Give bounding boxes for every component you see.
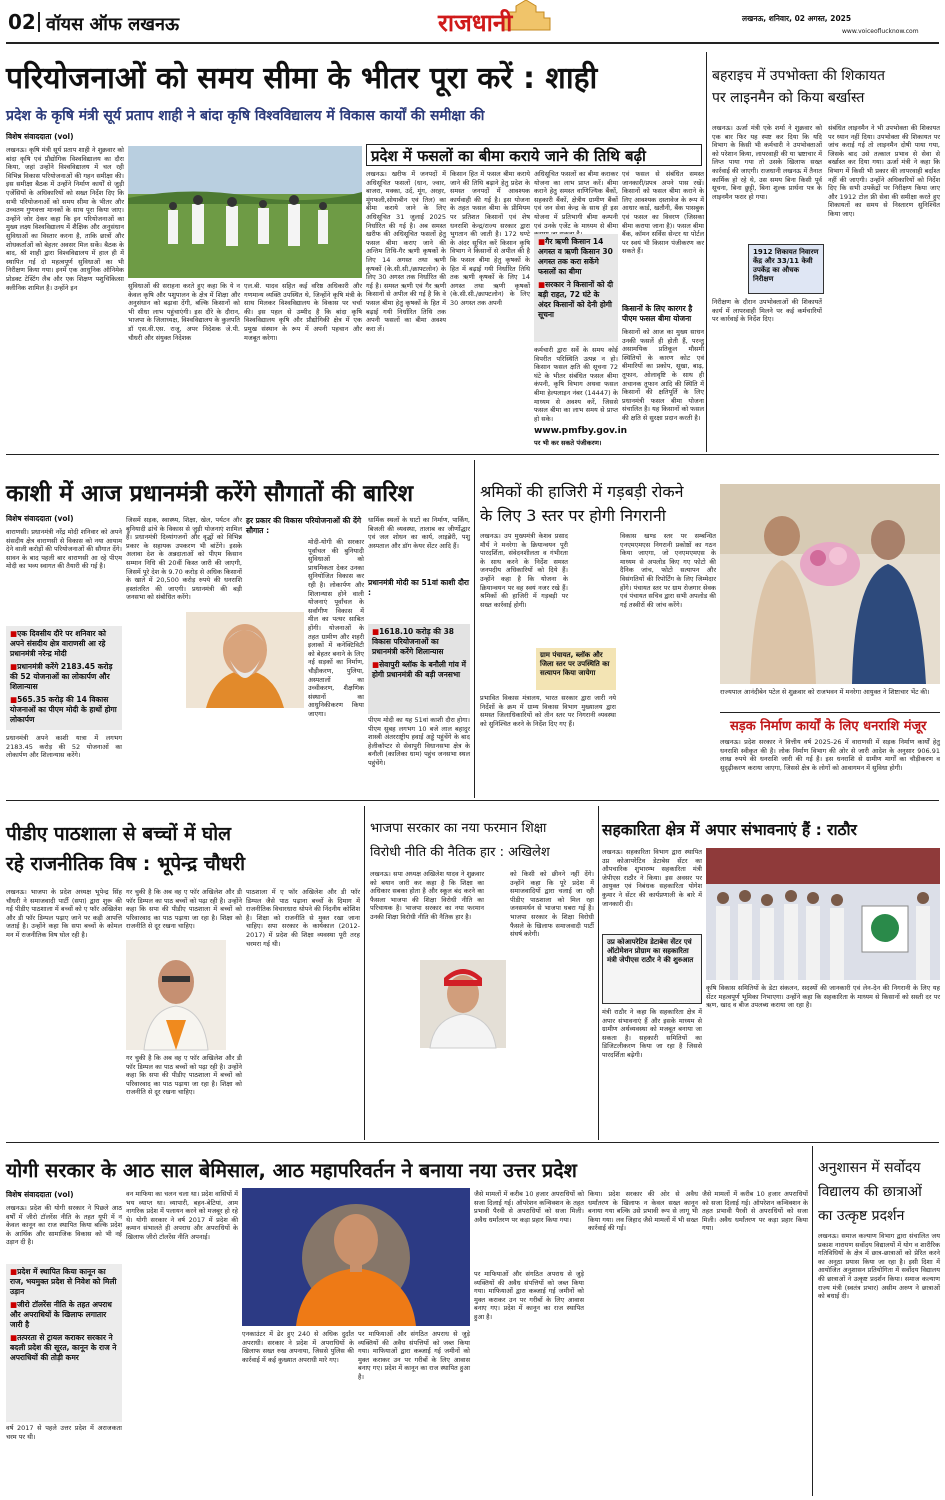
headline-bahraich-1: बहराइच में उपभोक्ता की शिकायत	[712, 68, 885, 84]
road-funds-text: लखनऊ। प्रदेश सरकार ने वित्तीय वर्ष 2025-26 में वाराणसी में सड़क निर्माण कार्यों हेतु धनराशि स्वीकृत की है। लोक निर्माण विभाग की ओर से जारी आदेश के अनुसार 906.91 लाख रुपये की धनराशि जारी की गई है। इस धनराशि से ग्रामीण मार्गों का चौड़ीकरण व सुदृढ़ीकरण कराया जाएगा, जिससे क्षेत्र के लोगों को आवागमन में सुविधा होगी।	[720, 738, 940, 772]
crop-col-4-heading: किसानों के लिए कारगर है पीएम फसल बीमा योजना	[622, 304, 693, 323]
bahraich-highlight-box: 1912 शिकायत निवारण केंद्र और 33/11 केवी उपकेंद्र का औचक निरीक्षण	[748, 244, 824, 294]
yogi-bullet-2: ■ जीरो टॉलरेंस नीति के तहत अपराध और अपराधियों के खिलाफ लगातार जारी है	[10, 1300, 118, 1330]
headline-road-funds: सड़क निर्माण कार्यों के लिए धनराशि मंजूर	[730, 719, 927, 734]
governor-meeting-caption: राज्यपाल आनंदीबेन पटेल से शुक्रवार को राजभवन में मनरेगा आयुक्त ने शिष्टाचार भेंट की।	[720, 688, 940, 696]
shahi-col-1: लखनऊ। कृषि मंत्री सूर्य प्रताप शाही ने शुक्रवार को बांदा कृषि एवं प्रौद्योगिक विश्वविद्यालय का दौरा किया, जहां उन्होंने विश्वविद्यालय में चल रही विभिन्न विकास परियोजनाओं की गहन समीक्षा की। इस समीक्षा बैठक में उन्होंने निर्माण कार्यों से जुड़ी एजेंसियों के अधिकारियों को सख्त निर्देश दिए कि सभी परियोजनाओं को समय सीमा के भीतर और उच्चतम गुणवत्ता मानकों के साथ पूरा किया जाए। उन्होंने जोर देकर कहा कि इन परियोजनाओं का मुख्य लक्ष्य विश्वविद्यालय में शैक्षिक और अनुसंधान सुविधाओं का विस्तार करना है, ताकि छात्रों और शोधकर्ताओं को बेहतर अवसर मिल सकें। बैठक के बाद, श्री शाही द्वारा विश्वविद्यालय में हाल ही में स्थापित गई दो महत्वपूर्ण सुविधाओं का भी निरीक्षण किया गया। इनमें एक आधुनिक ऑनिमेक प्रोडक्ट टेस्टिंग लैब और एक शिक्षण पशुचिकित्सा क्लीनिक शामिल है। उन्होंने इन	[6, 146, 124, 292]
crop-col-3: अधिसूचित फसलों का बीमा कराकर योजना का लाभ प्राप्त करें। बीमा कराने हेतु समस्त वाणिज्यिक बैंकों, सहकारी बैंकों, क्षेत्रीय ग्रामीण बैंकों एवं जन सेवा केन्द्र के साथ ही इस योजना में प्रतिभागी बीमा कम्पनी एवं उनके एजेंट के माध्यम से बीमा	[534, 170, 618, 230]
headline-bahraich-2: पर लाइनमैन को किया बर्खास्त	[712, 90, 865, 106]
yogi-col-3: एनकाउंटर में ढेर हुए 240 से अधिक दुर्दांत अपराधी। सरकार ने प्रदेश में अपराधियों के खिलाफ सख्त रुख अपनाया, जिससे पुलिस की कार्रवाई में कई कुख्यात अपराधी मारे गए।	[242, 1330, 354, 1364]
bahraich-col-1: लखनऊ। ऊर्जा मंत्री एके शर्मा ने शुक्रवार को एक बार फिर यह स्पष्ट कर दिया कि यदि विभाग के किसी भी कर्मचारी ने उपभोक्ताओं को परेशान किया, लापरवाही की या भ्रष्टाचार में लिप्त पाया गया तो उसके खिलाफ सख्त कार्रवाई की जाएगी। राजधानी लखनऊ में तैनात कार्मिक हो रहे थे, उस समय बिना किसी पूर्व सूचना, बिना छुट्टी, बिना शुल्क प्रार्थना पत्र के लाइनमैन फरार हो गया।	[712, 124, 822, 201]
yogi-col-1b: वर्ष 2017 से पहले उत्तर प्रदेश में अराजकता चरम पर थी।	[6, 1424, 122, 1441]
mgnrega-col-2: विकास खण्ड स्तर पर सम्बन्धित एनएमएमएस निगरानी प्रकोष्ठों का गठन किया जाएगा, जो एनएमएमएस के माध्यम से अपलोड किए गए फोटो की दैनिक जांच, फोटो सत्यापन और विसंगतियों की रिपोर्टिंग के लिए जिम्मेदार होंगे। पंचायत स्तर पर ग्राम रोजगार सेवक एवं पंचायत सचिव द्वारा सभी अपलोड की गई तस्वीरों की जांच करेंगे।	[620, 532, 716, 609]
crop-col-2: किसान हित में फसल बीमा कराये जाने की तिथि बढ़ाने हेतु प्रदेश के समस्त जनपदों में आवश्यक कार्यवाही की गई है। इस योजना के तहत फसल बीमा के प्रीमियम पर प्रतिशत किसानों एवं शेष धनराशि केन्द्र/राज्य सरकार द्वारा भुगतान की जाती है। 172 घण्टे के अंदर सूचित करें किसान कृषि विभाग ने किसानों से अपील की है कि फसल बीमा हेतु कृषकों के हित में बढ़ाई गयी निर्धारित तिथि तक ऋणी कृषकों के लिए 14 अगस्त तथा ऋणी कृषकों (के.सी.सी./क्राफ्टलोन) के लिए 30 अगस्त तक अपनी	[450, 170, 530, 307]
pda-col-2: गर चुकी है कि अब वह ए फॉर अखिलेश और डी फॉर डिम्पल का पाठ बच्चों को पढ़ा रही है। उन्होंने कहा कि सपा की पीडीए पाठशाला में बच्चों को परिवारवाद का पाठ पढ़ाया जा रहा है। शिक्षा को राजनीति से दूर रखना चाहिए।	[126, 888, 242, 931]
byline-shahi: विशेष संवाददाता (vol)	[6, 132, 74, 141]
headline-yogi: योगी सरकार के आठ साल बेमिसाल, आठ महापरिवर्तन ने बनाया नया उत्तर प्रदेश	[6, 1159, 577, 1182]
sarvodaya-text: लखनऊ। समाज कल्याण विभाग द्वारा संचालित जय प्रकाश नारायण सर्वोदय विद्यालयों में योग व शारीरिक गतिविधियों के क्षेत्र में छात्र-छात्राओं को प्रेरित करने का अनूठा प्रयास किया जा रहा है। इसी दिशा में आयोजित अनुशासन प्रतियोगिता में सर्वोदय विद्यालय की छात्राओं ने उत्कृष्ट प्रदर्शन किया। समाज कल्याण राज्य मंत्री (स्वतंत्र प्रभार) असीम अरुण ने छात्राओं को बधाई दी।	[818, 1232, 940, 1301]
bhupendra-portrait-photo	[126, 940, 226, 1050]
mgnrega-highlight-box: ग्राम पंचायत, ब्लॉक और जिला स्तर पर उपस्थिति का सत्यापन किया जायेगा	[536, 648, 616, 690]
website: www.voiceoflucknow.com	[842, 28, 919, 35]
kashi-col-3-heading: हर प्रकार की विकास परियोजनाओं की देंगे सौगात :	[246, 516, 362, 535]
shahi-field-photo	[128, 146, 362, 278]
headline-crop-insurance: प्रदेश में फसलों का बीमा कराये जाने की तिथि बढ़ी	[371, 147, 646, 165]
mgnrega-col-1: लखनऊ। उप मुख्यमंत्री केशव प्रसाद मौर्य ने मनरेगा के क्रियान्वयन पूरी पारदर्शिता, संवेदनशीलता व गंभीरता के साथ करने के निर्देश समस्त जनपदीय अधिकारियों को दिये हैं। उन्होंने कहा है कि योजना के क्रियान्वयन पर वह स्वयं नजर रखे हैं। श्रमिकों की हाजिरी में गड़बड़ी पर सख्त कार्रवाई होगी।	[480, 532, 568, 609]
yogi-portrait-photo	[242, 1188, 470, 1326]
headline-pda-2: रहे राजनीतिक विष : भूपेन्द्र चौधरी	[6, 853, 246, 875]
coop-col-2: कृषि विकास समितियों के डेटा संकलन, सदस्यों की जानकारी एवं लेन-देन की निगरानी के लिए यह सेंटर महत्वपूर्ण भूमिका निभाएगा। उन्होंने कहा कि सहकारिता के माध्यम से किसानों को सस्ती दर पर ऋण, खाद व बीज उपलब्ध कराया जा रहा है।	[706, 984, 940, 1010]
mgnrega-col-1b: प्रभावित विकास मंत्रालय, भारत सरकार द्वारा जारी नये निर्देशों के क्रम में ग्राम्य विकास विभाग मुख्यालय द्वारा समस्त जिलाधिकारियों को तीन स्तर पर निगरानी व्यवस्था को सुनिश्चित करने के निर्देश दिए गए हैं।	[480, 694, 616, 728]
crop-col-4: एवं फसल से संबंधित समस्त जानकारी/प्रपत्र अपने पास रखें। किसानों को फसल बीमा कराने के लिए आवश्यक दस्तावेज के रूप में आधार कार्ड, खतौनी, बैंक पासबुक एवं फसल का विवरण (जिसका बीमा कराया जाना है)। फसल बीमा बैंक, कॉमन सर्विस सेन्टर या पोर्टल पर स्वयं भी किसान पंजीकरण कर सकते हैं।	[622, 170, 704, 256]
headline-sarvodaya-3: का उत्कृष्ट प्रदर्शन	[818, 1208, 905, 1224]
kashi-col-1: वाराणसी। प्रधानमंत्री नरेंद्र मोदी शनिवार को अपने संसदीय क्षेत्र वाराणसी से विकास को नया आयाम देने वाली करोड़ों की परियोजनाओं की सौगात देंगे। सावन के बाद पहली बार वाराणसी आ रहे पीएम मोदी का भव्य स्वागत की तैयारी की गई है।	[6, 528, 122, 571]
kashi-col-4b: पीएम मोदी का यह 51वां काशी दौरा होगा। पीएम सुबह लगभग 10 बजे लाल बहादुर शास्त्री अंतरराष्ट्रीय हवाई अड्डे पहुंचेंगे के बाद हेलीकॉप्टर से सेवापुरी विधानसभा क्षेत्र के बनौली (कालिका धाम) पहुंच जनसभा स्थल पहुंचेंगे।	[368, 716, 470, 767]
section-title: वॉयस ऑफ लखनऊ	[46, 14, 180, 35]
subheadline-shahi: प्रदेश के कृषि मंत्री सूर्य प्रताप शाही ने बांदा कृषि विश्वविद्यालय में विकास कार्यों की समीक्षा की	[6, 108, 485, 124]
kashi-bullet-2: ■ प्रधानमंत्री करेंगे 2183.45 करोड़ की 52 योजनाओं का लोकार्पण और शिलान्यास	[10, 662, 118, 692]
headline-mgnrega-2: के लिए 3 स्तर पर होगी निगरानी	[480, 506, 666, 525]
yogi-col-2: वन माफिया का चलन चला था। प्रदेश वासियों में भय व्याप्त था। व्यापारी, बहन-बेटियां, आम नागरिक प्रदेश में पलायन करने को मजबूर हो रहे थे। योगी सरकार ने वर्ष 2017 में प्रदेश की कमान संभालते ही अपराध और अपराधियों के खिलाफ जीरो टॉलरेंस नीति अपनाई।	[126, 1190, 238, 1241]
yogi-bullet-1: ■ प्रदेश में स्थापित किया कानून का राज, भयमुक्त प्रदेश से निवेश को मिली उड़ान	[10, 1267, 118, 1297]
cooperative-launch-photo	[706, 848, 940, 980]
yogi-bullets	[6, 1264, 122, 1422]
kashi-highlight-box	[368, 624, 470, 714]
bahraich-col-2: संबंधित लाइनमैन ने भी उपभोक्ता की शिकायत पर ध्यान नहीं दिया। उपभोक्ता की शिकायत पर जांच कराई गई तो लाइनमैन दोषी पाया गया, जिसके बाद उसे तत्काल प्रभाव से सेवा से बर्खास्त कर दिया गया। ऊर्जा मंत्री ने कहा कि विभाग में किसी भी प्रकार की लापरवाही बर्दाश्त नहीं की जाएगी। उन्होंने अधिकारियों को निर्देश दिए कि सभी उपकेंद्रों पर निरीक्षण किया जाए और 1912 टोल फ्री सेवा की समीक्षा करते हुए शिकायतों का समय से निस्तारण सुनिश्चित किया जाए।	[828, 124, 940, 218]
pda-col-3: पाठशाला में ए फॉर अखिलेश और डी फॉर डिम्पल जैसे पाठ पढ़ाना बच्चों के दिमाग में राजनीतिक विचारधारा थोपने की निंदनीय कोशिश है। शिक्षा को राजनीति से मुक्त रखा जाना चाहिए। सपा सरकार के कार्यकाल (2012-2017) में प्रदेश की शिक्षा व्यवस्था पूरी तरह चरमरा गई थी।	[246, 888, 360, 948]
headline-kashi: काशी में आज प्रधानमंत्री करेंगे सौगातों की बारिश	[6, 481, 414, 507]
kashi-col-3: मोदी-योगी की सरकार पूर्वांचल की बुनियादी सुविधाओं को प्राथमिकता देकर उनका सुनियोजित विकास कर रही है। लोकार्पण और शिलान्यास होने वाली योजनाएं पूर्वांचल के सर्वांगीण विकास में मील का पत्थर साबित होंगी। योजनाओं के तहत ग्रामीण और शहरी इलाकों में कनेक्टिविटी को बेहतर बनाने के लिए नई सड़कों का निर्माण, चौड़ीकरण, पुलिया, अस्पतालों का उच्चीकरण, शैक्षणिक संस्थानों का आधुनिकीकरण किया जाएगा।	[308, 538, 364, 718]
kashi-highlight-1: ■ 1618.10 करोड़ की 38 विकास परियोजनाओं का प्रधानमंत्री करेंगे शिलान्यास	[372, 627, 466, 657]
kashi-col-4-heading: प्रधानमंत्री मोदी का 51वां काशी दौरा :	[368, 578, 469, 597]
kashi-col-4: धार्मिक स्थलों के घाटों का निर्माण, पार्किंग, बिजली की व्यवस्था, तालाब का जीर्णोद्धार एवं जल शोधन का कार्य, लाइब्रेरी, पशु अस्पताल और डॉग केयर सेंटर आदि हैं।	[368, 516, 470, 550]
crop-col-3b: कर्मचारी द्वारा सर्वे के समय कोई विपरीत परिस्थिति उत्पन्न न हो। किसान फसल क्षति की सूचना 72 घंटे के भीतर संबंधित फसल बीमा कंपनी, कृषि विभाग अथवा फसल बीमा हेल्पलाइन नंबर (14447) के माध्यम से अवश्य करें, जिससे फसल बीमा का लाभ समय से प्राप्त हो सके।	[534, 346, 618, 423]
kashi-col-2: जिसमें सड़क, स्वास्थ्य, शिक्षा, खेल, पर्यटन और बुनियादी ढांचे के विकास से जुड़ी योजनाएं शामिल हैं। प्रधानमंत्री दिव्यांगजनों और वृद्धों को विभिन्न प्रकार के सहायक उपकरण भी बांटेंगे। इसके अलावा देश के अन्नदाताओं को पीएम किसान सम्मान निधि की 20वीं किस्त जारी की जाएगी, जिसमें पूरे देश के 9.70 करोड़ से अधिक किसानों के खाते में 20,500 करोड़ रुपये की धनराशि हस्तांतरित की जाएगी। प्रधानमंत्री की बड़ी जनसभा को संबोधित करेंगे।	[126, 516, 242, 602]
crop-col-1: लखनऊ। खरीफ में जनपदों में अधिसूचित फसलों (धान, ज्वार, बाजरा, मक्का, उर्द, मूंग, अरहर, मूंगफली,सोयाबीन एवं तिल) का बीमा कराये जाने के लिए अधिसूचित 31 जुलाई 2025 निर्धारित की गई है। अब समस्त खरीफ की अधिसूचित फसलों हेतु फसल बीमा कराए जाने की अन्तिम तिथि-गैर ऋणी कृषकों के लिए 14 अगस्त तथा ऋणी कृषकों (के.सी.सी./क्राफ्टलोन) के लिए 30 अगस्त तक निर्धारित की गई है। समस्त ऋणी एवं गैर ऋणी किसानों से अपील की गई है कि वे फसल बीमा हेतु कृषकों के हित में बढ़ाई गयी निर्धारित तिथि तक अपनी फसलों का बीमा अवश्य करा लें।	[366, 170, 446, 333]
paper-logo: राजधानी	[438, 9, 513, 37]
akhilesh-col-2: को किसी को छीनने नहीं देंगे। उन्होंने कहा कि पूरे प्रदेश में समाजवादियों द्वारा चलाई जा रही पीडीए पाठशाला को मिल रहा जनसमर्थन से भाजपा घबरा गई है। भाजपा सरकार के शिक्षा विरोधी फैसले के खिलाफ समाजवादी पार्टी संघर्ष करेगी।	[510, 870, 594, 939]
coop-col-1: लखनऊ। सहकारिता विभाग द्वारा स्थापित उप्र कोआपरेटिव डेटाबेस सेंटर का औपचारिक शुभारम्भ सहकारिता मंत्री जेपीएस राठौर ने किया। इस अवसर पर आयुक्त एवं निबंधक सहकारिता योगेश कुमार ने सेंटर की कार्यप्रणाली के बारे में जानकारी दी।	[602, 848, 702, 908]
governor-meeting-photo	[720, 484, 940, 684]
pmfby-url: www.pmfby.gov.in	[534, 426, 628, 436]
yogi-col-5: जैसे मामलों में करीब 10 हजार अपराधियों को सजा दिलाई गई। ऑपरेशन कन्विक्शन के तहत प्रभावी पैरवी से अपराधियों को सजा मिली। अवैध धर्मांतरण पर कड़ा प्रहार किया गया।	[474, 1190, 584, 1224]
page-number: 02	[8, 10, 36, 34]
akhilesh-col-1: लखनऊ। सपा अध्यक्ष अखिलेश यादव ने शुक्रवार को बयान जारी कर कहा है कि शिक्षा का अधिकार सबका होता है और स्कूल बंद करने का फैसला भाजपा की शिक्षा विरोधी नीति का परिचायक है। भाजपा सरकार का नया फरमान उनकी शिक्षा विरोधी नीति की नैतिक हार है।	[370, 870, 484, 921]
modi-portrait-photo	[186, 612, 304, 708]
byline-yogi: विशेष संवाददाता (vol)	[6, 1190, 74, 1199]
kashi-highlight-2: ■ सेवापुरी ब्लॉक के बनौली गांव में होगी प्रधानमंत्री की बड़ी जनसभा	[372, 660, 466, 680]
bahraich-col-1b: निरीक्षण के दौरान उपभोक्ताओं की शिकायतें कार्य में लापरवाही मिलने पर कई कर्मचारियों पर कार्रवाई के निर्देश दिए।	[712, 298, 822, 324]
headline-pda-1: पीडीए पाठशाला से बच्चों में घोल	[6, 823, 232, 845]
kashi-bullet-3: ■ 565.35 करोड़ की 14 विकास योजनाओं का पीएम मोदी के हाथों होगा लोकार्पण	[10, 695, 118, 725]
headline-akhilesh-1: भाजपा सरकार का नया फरमान शिक्षा	[370, 821, 547, 836]
pda-col-2b: गर चुकी है कि अब वह ए फॉर अखिलेश और डी फॉर डिम्पल का पाठ बच्चों को पढ़ा रही है। उन्होंने कहा कि सपा की पीडीए पाठशाला में बच्चों को परिवारवाद का पाठ पढ़ाया जा रहा है। शिक्षा को राजनीति से दूर रखना चाहिए।	[126, 1054, 242, 1097]
headline-sarvodaya-1: अनुशासन में सर्वोदय	[818, 1160, 921, 1176]
coop-highlight-box: उप्र कोआपरेटिव डेटाबेस सेंटर एवं ऑटोमेशन प्रोग्राम का सहकारिता मंत्री जेपीएस राठौर ने की शुरुआत	[602, 934, 702, 1004]
coop-col-1b: मंत्री राठौर ने कहा कि सहकारिता क्षेत्र में अपार संभावनाएं हैं और इसके माध्यम से ग्रामीण अर्थव्यवस्था को मजबूत बनाया जा सकता है। सहकारी समितियों का डिजिटलीकरण किया जा रहा है जिससे पारदर्शिता बढ़ेगी।	[602, 1008, 702, 1059]
yogi-col-6: किया। प्रदेश सरकार की ओर से अवैध धर्मांतरण के खिलाफ न केवल सख्त कानून बनाया गया बल्कि उसे प्रभावी रूप से लागू भी किया गया। लव जिहाद जैसे मामलों में भी सख्त कार्रवाई की गई।	[588, 1190, 698, 1233]
akhilesh-portrait-photo	[420, 960, 506, 1048]
pmfby-footer: पर भी कर सकते पंजीकरण।	[534, 439, 602, 447]
headline-mgnrega-1: श्रमिकों की हाजिरी में गड़बड़ी रोकने	[480, 482, 684, 501]
crop-highlight-2: ■ सरकार ने किसानों को दी बड़ी राहत, 72 घंटे के अंदर किसानों को देनी होगी सूचना	[538, 280, 614, 320]
masthead	[0, 0, 945, 44]
shahi-col-3: एल.बी. यादव सहित कई वरिष्ठ अधिकारी और गणमान्य व्यक्ति उपस्थित थे, जिन्होंने कृषि मंत्री के साथ मिलकर विश्वविद्यालय के विकास पर चर्चा की। इस पहल से उम्मीद है कि बांदा कृषि विश्वविद्यालय कृषि और प्रौद्योगिकी क्षेत्र में एक प्रमुख संस्थान के रूप में अपनी पहचान और मजबूत करेगा।	[244, 282, 362, 342]
headline-cooperative: सहकारिता क्षेत्र में अपार संभावनाएं हैं : राठौर	[602, 821, 857, 839]
yogi-col-4: पर माफियाओं और संगठित अपराध से जुड़े व्यक्तियों की अवैध संपत्तियों को जब्त किया गया। माफियाओं द्वारा कब्जाई गई जमीनों को मुक्त कराकर उन पर गरीबों के लिए आवास बनाए गए। प्रदेश में कानून का राज स्थापित हुआ है।	[358, 1330, 470, 1381]
yogi-col-7: जैसे मामलों में करीब 10 हजार अपराधियों को सजा दिलाई गई। ऑपरेशन कन्विक्शन के तहत प्रभावी पैरवी से अपराधियों को सजा मिली। अवैध धर्मांतरण पर कड़ा प्रहार किया गया।	[702, 1190, 808, 1233]
crop-highlight-box	[534, 234, 618, 342]
yogi-bullet-3: ■ तत्परता से ट्रायल कराकर सरकार ने बदली प्रदेश की सूरत, कानून के राज ने अपराधियों की तोड़ी कमर	[10, 1333, 118, 1363]
yogi-col-5b: पर माफियाओं और संगठित अपराध से जुड़े व्यक्तियों की अवैध संपत्तियों को जब्त किया गया। माफियाओं द्वारा कब्जाई गई जमीनों को मुक्त कराकर उन पर गरीबों के लिए आवास बनाए गए। प्रदेश में कानून का राज स्थापित हुआ है।	[474, 1270, 584, 1321]
shahi-col-2: सुविधाओं की सराहना करते हुए कहा कि ये न केवल कृषि और पशुपालन के क्षेत्र में शिक्षा और अनुसंधान को बढ़ावा देंगी, बल्कि किसानों को भी सीधा लाभ पहुंचाएंगी। इस दौरे के दौरान, भाजपा के जिलाध्यक्ष, विश्वविद्यालय के कुलपति डॉ एस.वी.एस. राजू, अपर निदेशक जे.पी. चौधरी और संयुक्त निदेशक	[128, 282, 240, 342]
headline-sarvodaya-2: विद्यालय की छात्राओं	[818, 1184, 922, 1200]
kashi-bullets	[6, 626, 122, 730]
pda-col-1: लखनऊ। भाजपा के प्रदेश अध्यक्ष भूपेन्द्र सिंह चौधरी ने समाजवादी पार्टी (सपा) द्वारा शुरू की गई पीडीए पाठशाला में बच्चों को ए फॉर अखिलेश और डी फॉर डिम्पल पढ़ाए जाने पर कड़ी आपत्ति जताई है। उन्होंने कहा कि सपा बच्चों के कोमल मन में राजनीतिक विष घोल रही है।	[6, 888, 122, 939]
dateline: लखनऊ, शनिवार, 02 अगस्त, 2025	[742, 14, 852, 23]
byline-kashi: विशेष संवाददाता (vol)	[6, 514, 74, 523]
crop-insurance-headline-box	[366, 144, 702, 166]
kashi-col-1b: प्रधानमंत्री अपने काशी यात्रा में लगभग 2183.45 करोड़ की 52 योजनाओं का लोकार्पण और शिलान्यास करेंगे।	[6, 734, 122, 760]
headline-akhilesh-2: विरोधी नीति की नैतिक हार : अखिलेश	[370, 845, 550, 860]
yogi-col-1: लखनऊ। प्रदेश की योगी सरकार ने पिछले आठ वर्षों में जीरो टॉलरेंस नीति के तहत यूपी में न केवल कानून का राज स्थापित किया बल्कि प्रदेश के आर्थिक और सामाजिक विकास को भी नई उड़ान दी है।	[6, 1204, 122, 1247]
kashi-bullet-1: ■ एक दिवसीय दौरे पर शनिवार को अपने संसदीय क्षेत्र वाराणसी आ रहे प्रधानमंत्री नरेन्द्र मोदी	[10, 629, 118, 659]
crop-col-4b: किसानों को आज का मुख्य साधन उनकी फसलें ही होती हैं, परन्तु असामयिक प्रतिकूल मौसमी स्थितियों के कारण कोट एवं बीमारियों का प्रकोप, सूखा, बाढ़, तूफान, ओलावृष्टि के साथ ही अचानक तूफान आदि की स्थिति में किसानों की क्षतिपूर्ति के लिए प्रधानमंत्री फसल बीमा योजना संचालित है। यह किसानों को फसल की क्षति से सुरक्षा प्रदान करती है।	[622, 328, 704, 422]
headline-shahi: परियोजनाओं को समय सीमा के भीतर पूरा करें : शाही	[6, 61, 598, 96]
crop-highlight-1: ■ गैर ऋणी किसान 14 अगस्त व ऋणी किसान 30 अगस्त तक करा सकेंगे फसलों का बीमा	[538, 237, 614, 277]
